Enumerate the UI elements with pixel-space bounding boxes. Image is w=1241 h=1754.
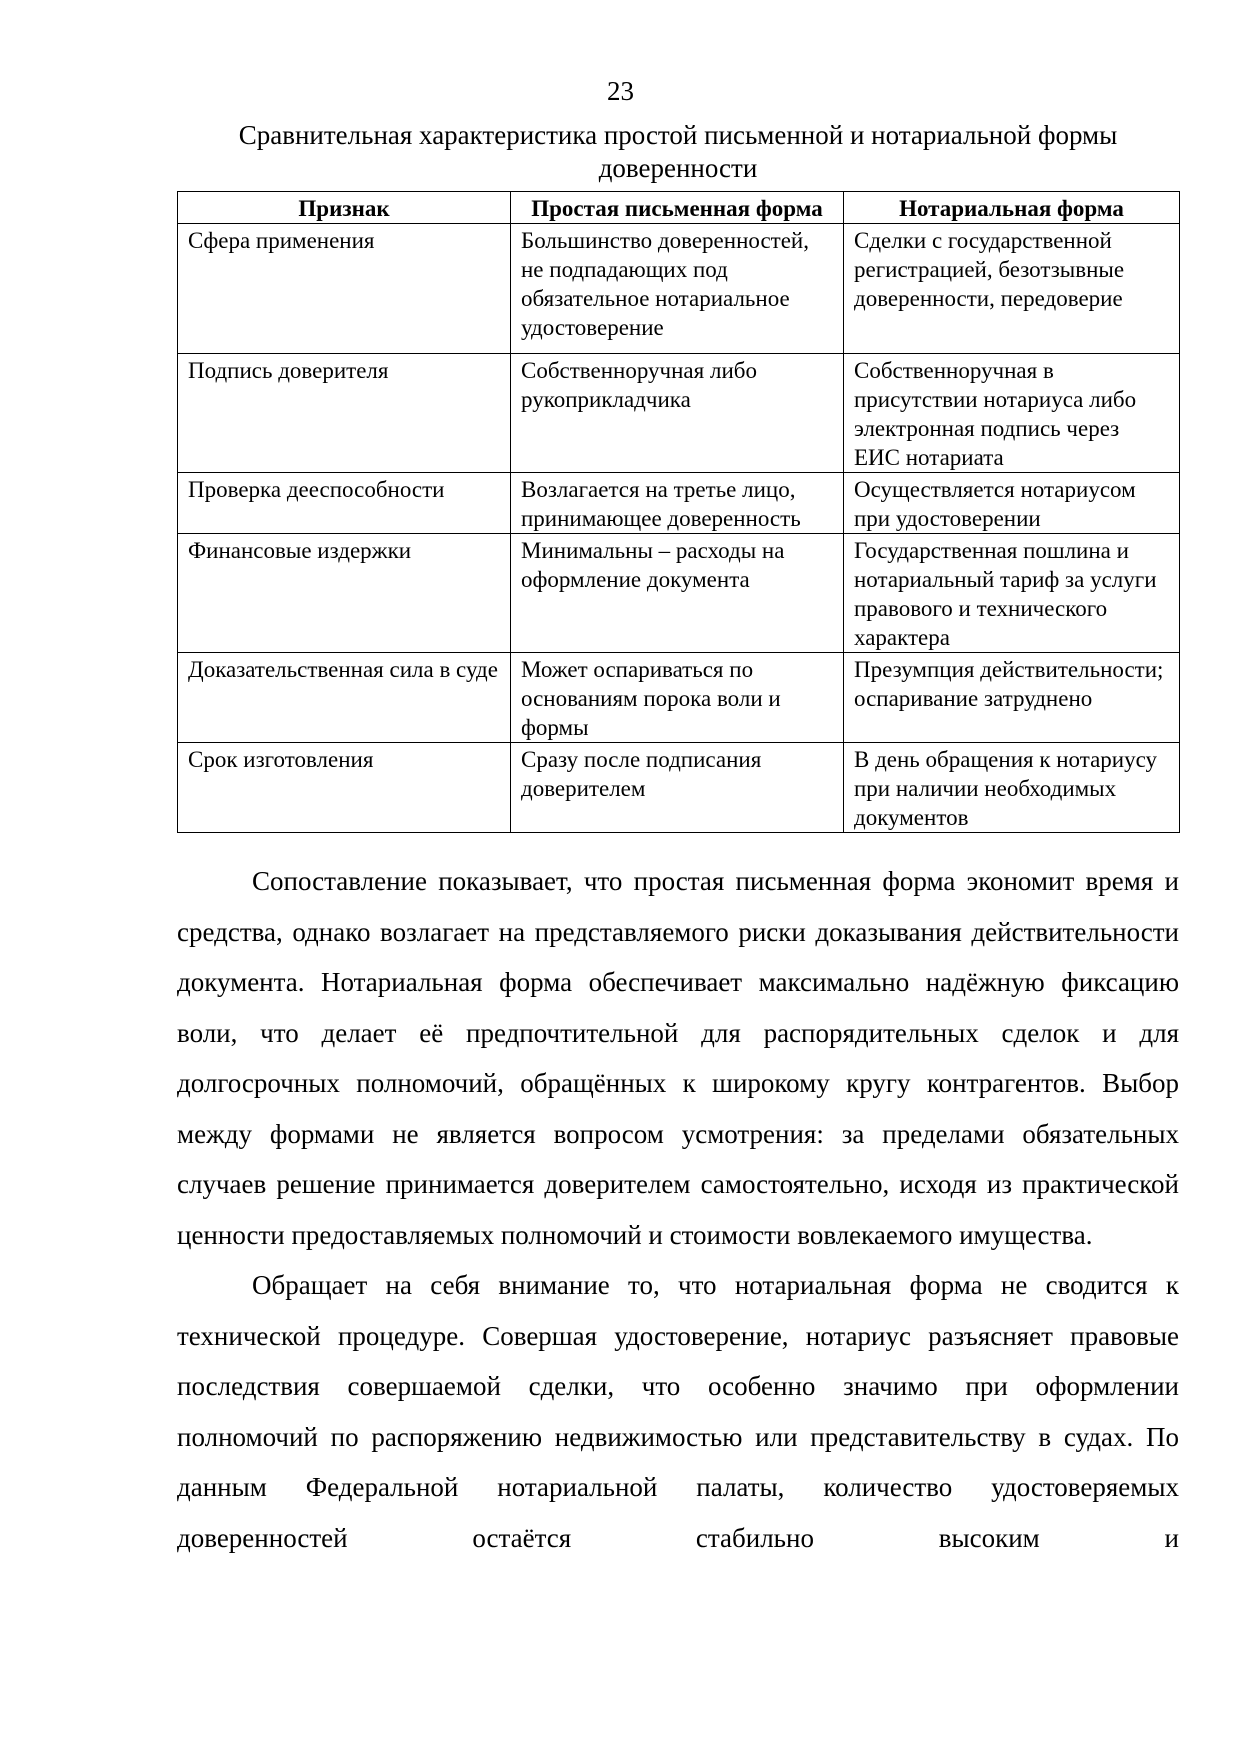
table-cell: Срок изготовления [178, 743, 511, 833]
table-caption: Сравнительная характеристика простой письменной и нотариальной формы доверенности [238, 120, 1118, 183]
table-row [178, 653, 1180, 743]
table-cell: Доказательственная сила в суде [178, 653, 511, 743]
table-cell: Проверка дееспособности [178, 473, 511, 534]
table-cell: Сделки с государственной регистрацией, безотзывные доверенности, передоверие [844, 224, 1180, 354]
table-cell: Сфера применения [178, 224, 511, 354]
header-cell-notarial-form: Нотариальная форма [844, 192, 1180, 224]
comparison-table [177, 191, 1180, 833]
table-cell: Осуществляется нотариусом при удостоверении [844, 473, 1180, 534]
table-cell: В день обращения к нотариусу при наличии необходимых документов [844, 743, 1180, 833]
table-row [178, 354, 1180, 473]
table-row [178, 224, 1180, 354]
body-paragraph: Сопоставление показывает, что простая письменная форма экономит время и средства, однако возлагает на представляемого риски доказывания действительности документа. Нотариальная форма обеспечивает максимально надёжную фиксацию воли, что делает её предпочтительной для распорядительных сделок и для долгосрочных полномочий, обращённых к широкому кругу контрагентов. Выбор между формами не является вопросом усмотрения: за пределами обязательных случаев решение принимается доверителем самостоятельно, исходя из практической ценности предоставляемых полномочий и стоимости вовлекаемого имущества. [177, 866, 1179, 1250]
table-row [178, 743, 1180, 833]
table-cell: Большинство доверенностей, не подпадающих под обязательное нотариальное удостоверение [511, 224, 844, 354]
table-row [178, 473, 1180, 534]
table-cell: Подпись доверителя [178, 354, 511, 473]
table-cell: Может оспариваться по основаниям порока воли и формы [511, 653, 844, 743]
table-header-row [178, 192, 1180, 224]
page-number: 23 [607, 76, 634, 106]
body-paragraph: Обращает на себя внимание то, что нотариальная форма не сводится к технической процедуре. Совершая удостоверение, нотариус разъясняет правовые последствия совершаемой сделки, что особенно значимо при оформлении полномочий по распоряжению недвижимостью или представительству в судах. По данным Федеральной нотариальной палаты, количество удостоверяемых доверенностей остаётся стабильно высоким и [177, 1270, 1179, 1553]
table-cell: Презумпция действительности; оспаривание затруднено [844, 653, 1180, 743]
table-cell: Финансовые издержки [178, 534, 511, 653]
body-text [177, 856, 1179, 1563]
table-cell: Минимальны – расходы на оформление документа [511, 534, 844, 653]
header-cell-feature: Признак [178, 192, 511, 224]
table-row [178, 534, 1180, 653]
table-cell: Государственная пошлина и нотариальный тариф за услуги правового и технического характера [844, 534, 1180, 653]
table-cell: Возлагается на третье лицо, принимающее доверенность [511, 473, 844, 534]
table-cell: Собственноручная в присутствии нотариуса либо электронная подпись через ЕИС нотариата [844, 354, 1180, 473]
table-cell: Собственноручная либо рукоприкладчика [511, 354, 844, 473]
table-cell: Сразу после подписания доверителем [511, 743, 844, 833]
header-cell-simple-form: Простая письменная форма [511, 192, 844, 224]
